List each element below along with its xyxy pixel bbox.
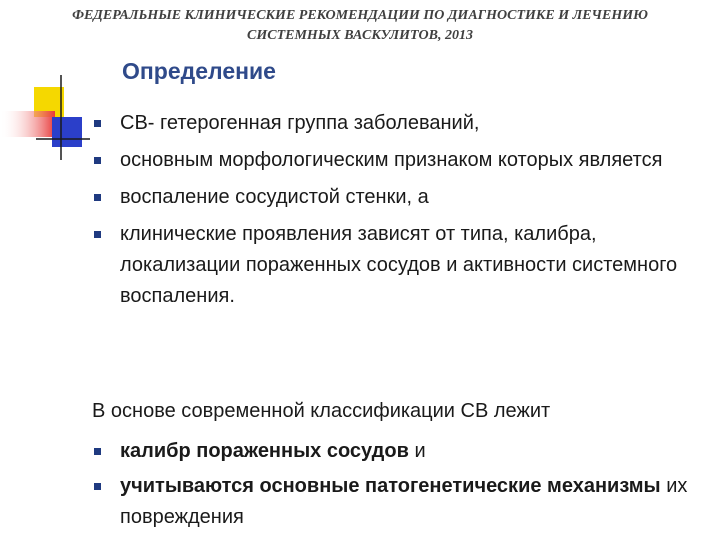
bullet-square-icon xyxy=(94,157,101,164)
bullet-square-icon xyxy=(94,448,101,455)
decorative-squares-graphic xyxy=(0,75,90,165)
bullet-square-icon xyxy=(94,120,101,127)
bullet-square-icon xyxy=(94,483,101,490)
bullet-bold-text: калибр пораженных сосудов xyxy=(120,440,409,462)
bullet-square-icon xyxy=(94,231,101,238)
slide-header xyxy=(0,6,720,46)
bullet-item xyxy=(90,436,710,467)
bullet-bold-text: учитываются основные патогенетические механизмы xyxy=(120,475,661,497)
bullet-normal-text: их повреждения xyxy=(120,475,688,528)
bullet-item xyxy=(90,219,710,312)
bullet-item xyxy=(90,182,710,213)
bullet-text: СВ- гетерогенная группа заболеваний, xyxy=(120,112,480,134)
slide-title: Определение xyxy=(122,58,276,84)
header-line-1: ФЕДЕРАЛЬНЫЕ КЛИНИЧЕСКИЕ РЕКОМЕНДАЦИИ ПО ДИАГНОСТИКЕ И ЛЕЧЕНИЮ xyxy=(72,8,648,23)
bullet-normal-text: и xyxy=(408,440,426,462)
bullet-item xyxy=(90,108,710,139)
deco-red-bar xyxy=(0,111,55,137)
definition-bullet-list xyxy=(90,108,710,318)
header-line-2: СИСТЕМНЫХ ВАСКУЛИТОВ, 2013 xyxy=(247,28,473,43)
bullet-text: клинические проявления зависят от типа, калибра, локализации пораженных сосудов и активности системного воспаления. xyxy=(120,223,678,307)
bullet-text: воспаление сосудистой стенки, а xyxy=(120,186,429,208)
bullet-item xyxy=(90,471,710,533)
bullet-item xyxy=(90,145,710,176)
classification-bullet-list xyxy=(90,436,710,537)
bullet-text: основным морфологическим признаком которых является xyxy=(120,149,663,171)
bullet-square-icon xyxy=(94,194,101,201)
deco-blue-square xyxy=(52,117,82,147)
classification-paragraph: В основе современной классификации СВ лежит xyxy=(92,400,551,422)
